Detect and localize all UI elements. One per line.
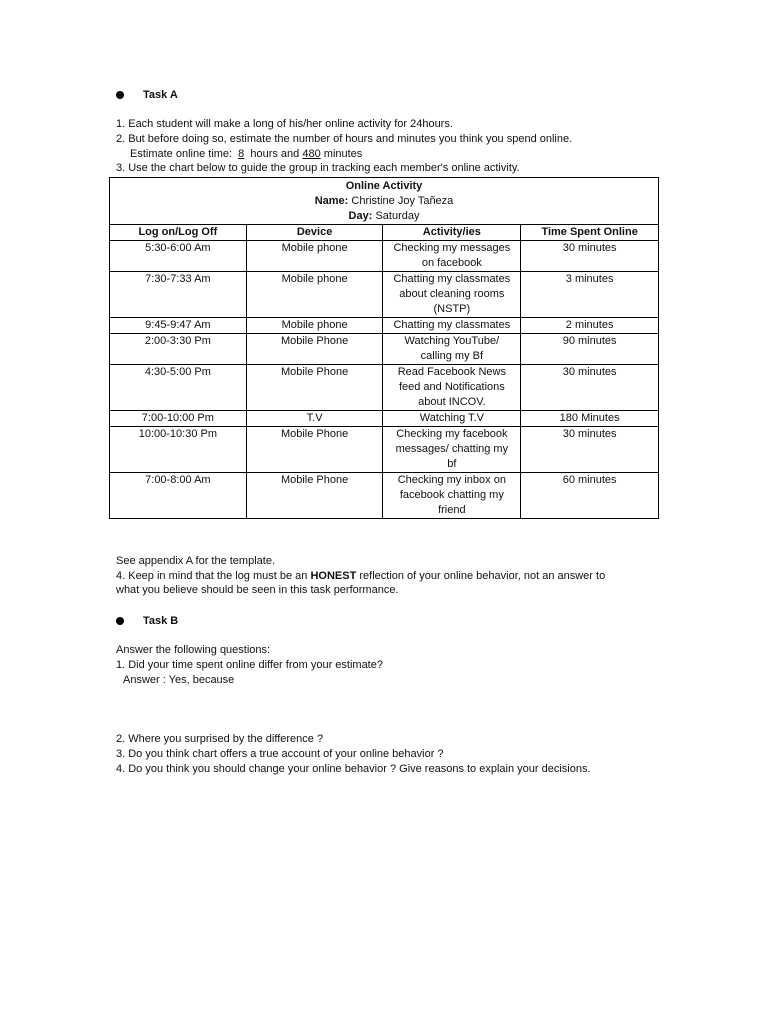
activity-cell — [383, 411, 521, 427]
column-header: Log on/Log Off — [110, 225, 247, 241]
day-value: Saturday — [375, 210, 420, 222]
task-b-heading: Task B — [143, 615, 179, 627]
activity-line: on facebook — [421, 257, 482, 269]
table-row — [110, 272, 659, 318]
activity-line: Checking my inbox on — [397, 474, 506, 486]
column-header: Device — [246, 225, 383, 241]
column-header: Activity/ies — [383, 225, 521, 241]
activity-line: bf — [447, 458, 457, 470]
activity-cell — [383, 318, 521, 334]
day-line — [113, 209, 655, 224]
activity-line: facebook chatting my — [399, 489, 504, 501]
time-spent-cell: 30 minutes — [521, 241, 659, 272]
bullet-icon — [116, 91, 124, 99]
task-a-item-1: 1. Each student will make a long of his/her online activity for 24hours. — [116, 118, 453, 130]
table-row — [110, 427, 659, 473]
device-cell: Mobile phone — [246, 318, 383, 334]
time-cell: 2:00-3:30 Pm — [110, 334, 247, 365]
column-header-row — [110, 225, 659, 241]
device-cell: Mobile phone — [246, 272, 383, 318]
time-cell: 5:30-6:00 Am — [110, 241, 247, 272]
device-cell: T.V — [246, 411, 383, 427]
table-row — [110, 411, 659, 427]
activity-line: Read Facebook News — [397, 366, 506, 378]
estimate-line — [130, 148, 362, 160]
time-spent-cell: 90 minutes — [521, 334, 659, 365]
estimate-minutes-value: 480 — [302, 148, 321, 160]
day-label: Day: — [348, 210, 373, 222]
activity-line: about INCOV. — [418, 396, 486, 408]
item4-text-end: reflection of your online behavior, not an answer to — [356, 570, 606, 582]
column-header: Time Spent Online — [521, 225, 659, 241]
task-a-item-2: 2. But before doing so, estimate the number of hours and minutes you think you spend online. — [116, 133, 573, 145]
activity-line: feed and Notifications — [398, 381, 505, 393]
time-cell: 4:30-5:00 Pm — [110, 365, 247, 411]
task-b-intro: Answer the following questions: — [116, 644, 271, 656]
activity-cell — [383, 241, 521, 272]
activity-cell — [383, 272, 521, 318]
time-cell: 7:00-10:00 Pm — [110, 411, 247, 427]
appendix-note: See appendix A for the template. — [116, 555, 276, 567]
activity-cell — [383, 427, 521, 473]
name-label: Name: — [314, 195, 349, 207]
task-a-item-4-line-2: what you believe should be seen in this task performance. — [116, 584, 399, 596]
time-cell: 7:30-7:33 Am — [110, 272, 247, 318]
time-cell: 9:45-9:47 Am — [110, 318, 247, 334]
name-value: Christine Joy Tañeza — [351, 195, 454, 207]
device-cell: Mobile phone — [246, 241, 383, 272]
activity-line: Chatting my classmates — [393, 273, 511, 285]
time-cell: 10:00-10:30 Pm — [110, 427, 247, 473]
item4-text: 4. Keep in mind that the log must be an — [116, 570, 311, 582]
estimate-minutes-label: minutes — [323, 148, 363, 160]
activity-line: messages/ chatting my — [395, 443, 509, 455]
task-a-item-4 — [116, 570, 605, 582]
activity-line: Chatting my classmates — [393, 319, 511, 331]
time-spent-cell: 30 minutes — [521, 365, 659, 411]
activity-line: about cleaning rooms — [399, 288, 505, 300]
name-line — [113, 194, 655, 209]
honest-emphasis: HONEST — [310, 570, 357, 582]
activity-cell — [383, 473, 521, 519]
online-activity-table — [109, 177, 659, 519]
activity-line: Checking my facebook — [396, 428, 508, 440]
device-cell: Mobile Phone — [246, 365, 383, 411]
estimate-hours-label: hours and — [250, 148, 300, 160]
answer-1: Answer : Yes, because — [123, 674, 235, 686]
table-row — [110, 318, 659, 334]
task-a-heading: Task A — [143, 89, 178, 101]
activity-line: Watching YouTube/ — [404, 335, 500, 347]
time-spent-cell: 2 minutes — [521, 318, 659, 334]
activity-line: (NSTP) — [433, 303, 471, 315]
table-title: Online Activity — [345, 180, 423, 192]
task-a-item-3: 3. Use the chart below to guide the group in tracking each member's online activity. — [116, 162, 520, 174]
device-cell: Mobile Phone — [246, 334, 383, 365]
question-1: 1. Did your time spent online differ from your estimate? — [116, 659, 383, 671]
bullet-icon — [116, 617, 124, 625]
time-spent-cell: 30 minutes — [521, 427, 659, 473]
activity-line: friend — [438, 504, 466, 516]
table-row — [110, 365, 659, 411]
device-cell: Mobile Phone — [246, 427, 383, 473]
activity-cell — [383, 334, 521, 365]
time-spent-cell: 180 Minutes — [521, 411, 659, 427]
table-title-row — [110, 178, 659, 225]
table-row — [110, 241, 659, 272]
question-4: 4. Do you think you should change your online behavior ? Give reasons to explain your decisions. — [116, 763, 591, 775]
activity-line: calling my Bf — [420, 350, 484, 362]
estimate-prefix: Estimate online time: — [130, 148, 233, 160]
table-row — [110, 473, 659, 519]
table-row — [110, 334, 659, 365]
estimate-hours-value: 8 — [238, 148, 245, 160]
question-3: 3. Do you think chart offers a true account of your online behavior ? — [116, 748, 444, 760]
activity-line: Watching T.V — [419, 412, 484, 424]
activity-line: Checking my messages — [393, 242, 511, 254]
question-2: 2. Where you surprised by the difference ? — [116, 733, 324, 745]
time-spent-cell: 60 minutes — [521, 473, 659, 519]
device-cell: Mobile Phone — [246, 473, 383, 519]
table-header-block — [110, 178, 659, 225]
time-spent-cell: 3 minutes — [521, 272, 659, 318]
time-cell: 7:00-8:00 Am — [110, 473, 247, 519]
activity-cell — [383, 365, 521, 411]
